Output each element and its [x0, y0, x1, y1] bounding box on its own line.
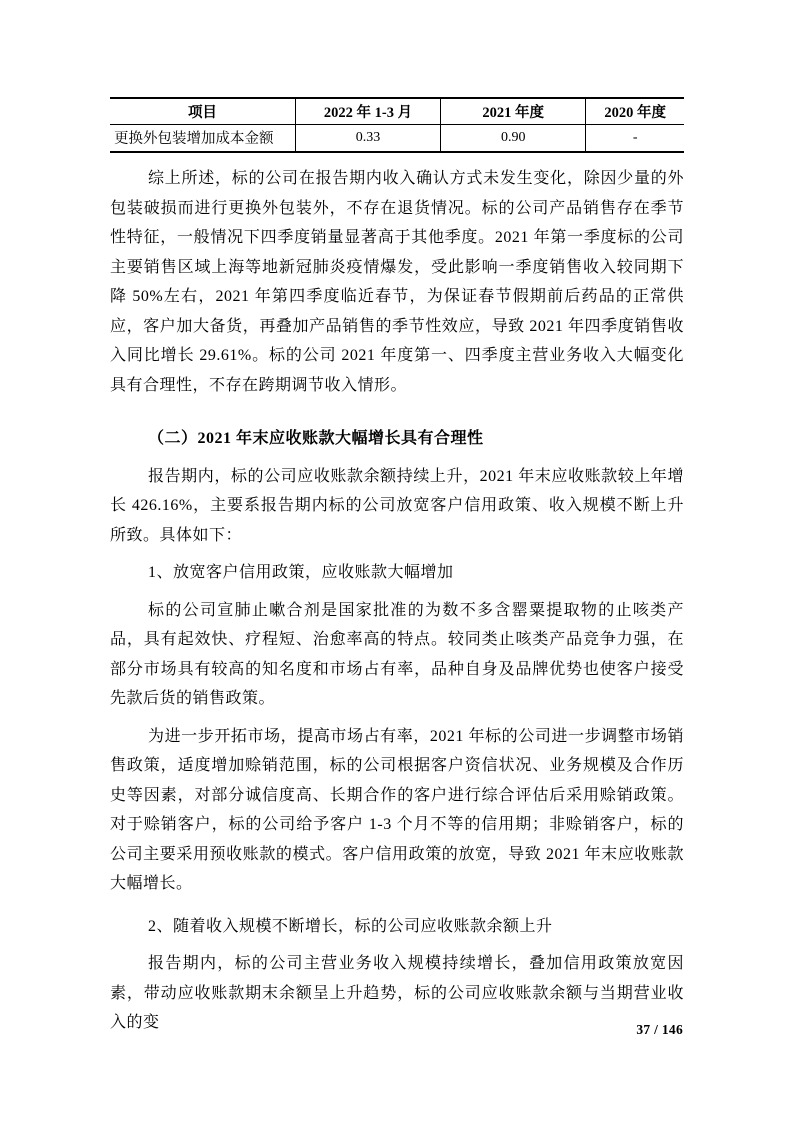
- page-number: 37 / 146: [636, 1022, 683, 1037]
- paragraph-credit-policy-detail: 为进一步开拓市场，提高市场占有率，2021 年标的公司进一步调整市场销售政策，适度增加赊销范围，标的公司根据客户资信状况、业务规模及合作历史等因素，对部分诚信度高、长期合作的客户进行综合评估后采用赊销政策。对于赊销客户，标的公司给予客户 1-3 个月不等的信用期；非赊销客户，标的公司主要采用预收账款的模式。客户信用政策的放宽，导致 2021 年末应收账款大幅增长。: [110, 727, 684, 892]
- sub-heading-credit-policy: 1、放宽客户信用政策，应收账款大幅增加: [148, 564, 454, 581]
- table-cell-2022q1: 0.33: [295, 124, 440, 152]
- paragraph-revenue-scale-detail: 报告期内，标的公司主营业务收入规模持续增长，叠加信用政策放宽因素，带动应收账款期末余额呈上升趋势，标的公司应收账款余额与当期营业收入的变: [110, 955, 684, 1031]
- paragraph-product-advantage: 标的公司宣肺止嗽合剂是国家批准的为数不多含罂粟提取物的止咳类产品，具有起效快、疗程短、治愈率高的特点。较同类止咳类产品竞争力强，在部分市场具有较高的知名度和市场占有率，品种自身及品牌优势也使客户接受先款后货的销售政策。: [110, 601, 684, 707]
- table-header-row: [110, 98, 684, 124]
- table-header-2022q1: 2022 年 1-3 月: [295, 98, 440, 124]
- paragraph-revenue-summary: 综上所述，标的公司在报告期内收入确认方式未发生变化，除因少量的外包装破损而进行更换外包装外，不存在退货情况。标的公司产品销售存在季节性特征，一般情况下四季度销量显著高于其他季度。2021 年第一季度标的公司主要销售区域上海等地新冠肺炎疫情爆发，受此影响一季度销售收入较同期下降 50%左右，2021 年第四季度临近春节，为保证春节假期前后药品的正常供应，客户加大备货，再叠加产品销售的季节性效应，导致 2021 年四季度销售收入同比增长 29.61%。标的公司 2021 年度第一、四季度主营业务收入大幅变化具有合理性，不存在跨期调节收入情形。: [110, 170, 684, 394]
- table-cell-item: 更换外包装增加成本金额: [114, 131, 274, 148]
- sub-heading-revenue-scale: 2、随着收入规模不断增长，标的公司应收账款余额上升: [148, 917, 553, 935]
- table-cell-2020: -: [586, 124, 684, 152]
- table-cell-2021: 0.90: [441, 124, 586, 152]
- document-page: [110, 97, 684, 1038]
- table-header-2021: 2021 年度: [441, 98, 586, 124]
- table-header-2020: 2020 年度: [586, 98, 684, 124]
- section-heading-receivables-growth: （二）2021 年末应收账款大幅增长具有合理性: [148, 430, 484, 447]
- cost-increase-table: [110, 97, 684, 153]
- table-row: [110, 124, 684, 152]
- table-header-item: 项目: [187, 104, 217, 121]
- paragraph-receivables-overview: 报告期内，标的公司应收账款余额持续上升，2021 年末应收账款较上年增长 426.16%，主要系报告期内标的公司放宽客户信用政策、收入规模不断上升所致。具体如下：: [110, 467, 684, 544]
